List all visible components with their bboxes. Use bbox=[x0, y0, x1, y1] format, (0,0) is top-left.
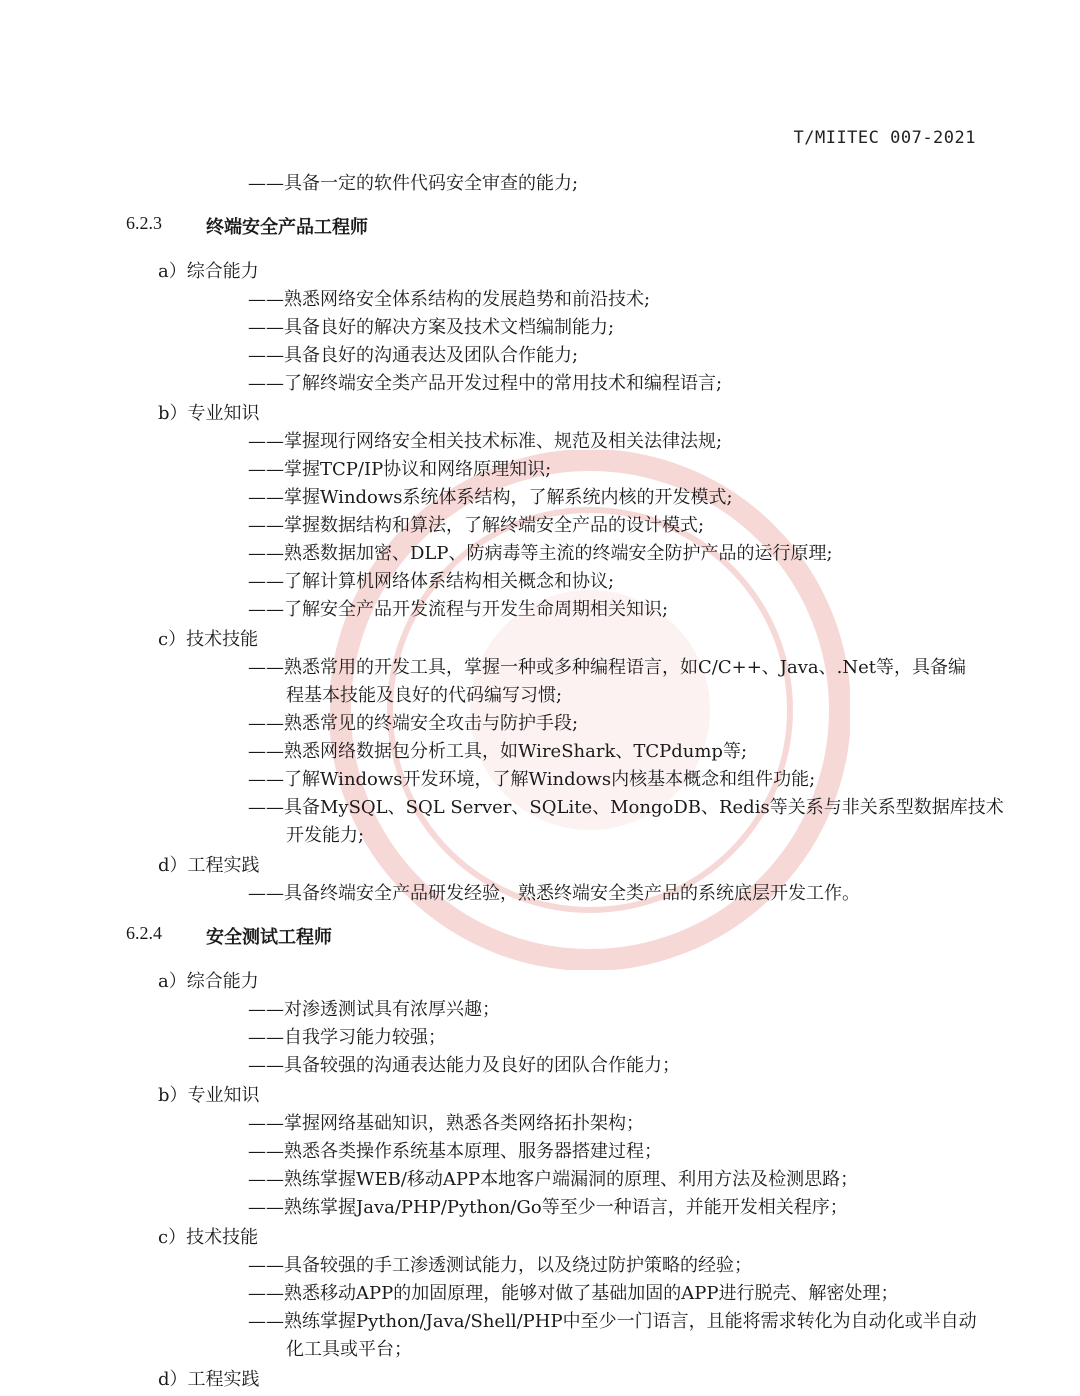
line-text: ——具备较强的手工渗透测试能力，以及绕过防护策略的经验； bbox=[248, 1255, 752, 1276]
bullet-item bbox=[0, 654, 1080, 682]
line-text: b）专业知识 bbox=[158, 403, 260, 424]
bullet-item bbox=[0, 1194, 1080, 1222]
line-text: 开发能力; bbox=[286, 825, 365, 846]
bullet-item bbox=[0, 1110, 1080, 1138]
list-item-heading bbox=[0, 1224, 1080, 1252]
list-item-heading bbox=[0, 968, 1080, 996]
bullet-item bbox=[0, 710, 1080, 738]
line-text: ——掌握现行网络安全相关技术标准、规范及相关法律法规; bbox=[248, 431, 723, 452]
line-text: ——具备较强的沟通表达能力及良好的团队合作能力； bbox=[248, 1055, 680, 1076]
bullet-item bbox=[0, 484, 1080, 512]
line-text: ——了解终端安全类产品开发过程中的常用技术和编程语言; bbox=[248, 373, 723, 394]
bullet-item bbox=[0, 596, 1080, 624]
line-text: b）专业知识 bbox=[158, 1085, 260, 1106]
bullet-item bbox=[0, 880, 1080, 908]
line-text: ——熟悉网络数据包分析工具，如WireShark、TCPdump等; bbox=[248, 741, 748, 762]
section-title: 终端安全产品工程师 bbox=[206, 217, 368, 238]
line-text: ——熟悉各类操作系统基本原理、服务器搭建过程； bbox=[248, 1141, 662, 1162]
line-text: 程基本技能及良好的代码编写习惯; bbox=[286, 685, 563, 706]
line-text: ——掌握TCP/IP协议和网络原理知识; bbox=[248, 459, 552, 480]
bullet-item bbox=[0, 342, 1080, 370]
bullet-continuation bbox=[0, 682, 1080, 710]
bullet-item bbox=[0, 456, 1080, 484]
line-text: ——了解计算机网络体系结构相关概念和协议; bbox=[248, 571, 615, 592]
list-item-heading bbox=[0, 626, 1080, 654]
list-item-heading bbox=[0, 852, 1080, 880]
bullet-item bbox=[0, 568, 1080, 596]
section-title: 安全测试工程师 bbox=[206, 927, 332, 948]
line-text: ——掌握网络基础知识，熟悉各类网络拓扑架构； bbox=[248, 1113, 644, 1134]
bullet-item bbox=[0, 1252, 1080, 1280]
document-body bbox=[0, 170, 1080, 1394]
list-item-heading bbox=[0, 1366, 1080, 1394]
bullet-item bbox=[0, 1138, 1080, 1166]
bullet-item bbox=[0, 1024, 1080, 1052]
line-text: ——熟练掌握Java/PHP/Python/Go等至少一种语言，并能开发相关程序； bbox=[248, 1197, 848, 1218]
bullet-item bbox=[0, 370, 1080, 398]
line-text: ——了解安全产品开发流程与开发生命周期相关知识; bbox=[248, 599, 669, 620]
section-number: 6.2.4 bbox=[126, 923, 162, 943]
line-text: ——具备良好的沟通表达及团队合作能力; bbox=[248, 345, 579, 366]
line-text: d）工程实践 bbox=[158, 855, 260, 876]
line-text: ——熟悉数据加密、DLP、防病毒等主流的终端安全防护产品的运行原理; bbox=[248, 543, 833, 564]
bullet-continuation bbox=[0, 1336, 1080, 1364]
bullet-item bbox=[0, 766, 1080, 794]
line-text: ——具备终端安全产品研发经验，熟悉终端安全类产品的系统底层开发工作。 bbox=[248, 883, 860, 904]
line-text: ——熟悉常用的开发工具，掌握一种或多种编程语言，如C/C++、Java、.Net等，具备编 bbox=[248, 657, 966, 678]
bullet-item bbox=[0, 512, 1080, 540]
line-text: ——具备MySQL、SQL Server、SQLite、MongoDB、Redis等关系与非关系型数据库技术 bbox=[248, 797, 1004, 818]
bullet-item bbox=[0, 1308, 1080, 1336]
bullet-continuation bbox=[0, 822, 1080, 850]
line-text: a）综合能力 bbox=[158, 261, 259, 282]
line-text: ——熟练掌握WEB/移动APP本地客户端漏洞的原理、利用方法及检测思路； bbox=[248, 1169, 859, 1190]
line-text: ——具备良好的解决方案及技术文档编制能力; bbox=[248, 317, 615, 338]
line-text: a）综合能力 bbox=[158, 971, 259, 992]
line-text: ——熟悉网络安全体系结构的发展趋势和前沿技术; bbox=[248, 289, 651, 310]
bullet-item bbox=[0, 1166, 1080, 1194]
bullet-item bbox=[0, 996, 1080, 1024]
line-text: c）技术技能 bbox=[158, 629, 259, 650]
line-text: ——熟悉移动APP的加固原理，能够对做了基础加固的APP进行脱壳、解密处理； bbox=[248, 1283, 899, 1304]
bullet-item bbox=[0, 738, 1080, 766]
bullet-item bbox=[0, 286, 1080, 314]
section-heading bbox=[0, 908, 1080, 966]
list-item-heading bbox=[0, 258, 1080, 286]
line-text: c）技术技能 bbox=[158, 1227, 259, 1248]
section-heading bbox=[0, 198, 1080, 256]
section-number: 6.2.3 bbox=[126, 213, 162, 233]
list-item-heading bbox=[0, 400, 1080, 428]
line-text: ——熟练掌握Python/Java/Shell/PHP中至少一门语言，且能将需求转化为自动化或半自动 bbox=[248, 1311, 977, 1332]
bullet-item bbox=[0, 540, 1080, 568]
line-text: 化工具或平台； bbox=[286, 1339, 412, 1360]
bullet-item bbox=[0, 1280, 1080, 1308]
line-text: ——了解Windows开发环境，了解Windows内核基本概念和组件功能; bbox=[248, 769, 816, 790]
line-text: ——对渗透测试具有浓厚兴趣； bbox=[248, 999, 500, 1020]
line-text: ——掌握数据结构和算法，了解终端安全产品的设计模式; bbox=[248, 515, 705, 536]
line-text: ——具备一定的软件代码安全审查的能力; bbox=[248, 173, 579, 194]
line-text: ——熟悉常见的终端安全攻击与防护手段; bbox=[248, 713, 579, 734]
bullet-item bbox=[0, 170, 1080, 198]
bullet-item bbox=[0, 794, 1080, 822]
bullet-item bbox=[0, 1052, 1080, 1080]
document-code: T/MIITEC 007-2021 bbox=[793, 128, 976, 148]
line-text: d）工程实践 bbox=[158, 1369, 260, 1390]
list-item-heading bbox=[0, 1082, 1080, 1110]
line-text: ——自我学习能力较强； bbox=[248, 1027, 446, 1048]
line-text: ——掌握Windows系统体系结构，了解系统内核的开发模式; bbox=[248, 487, 733, 508]
bullet-item bbox=[0, 428, 1080, 456]
bullet-item bbox=[0, 314, 1080, 342]
